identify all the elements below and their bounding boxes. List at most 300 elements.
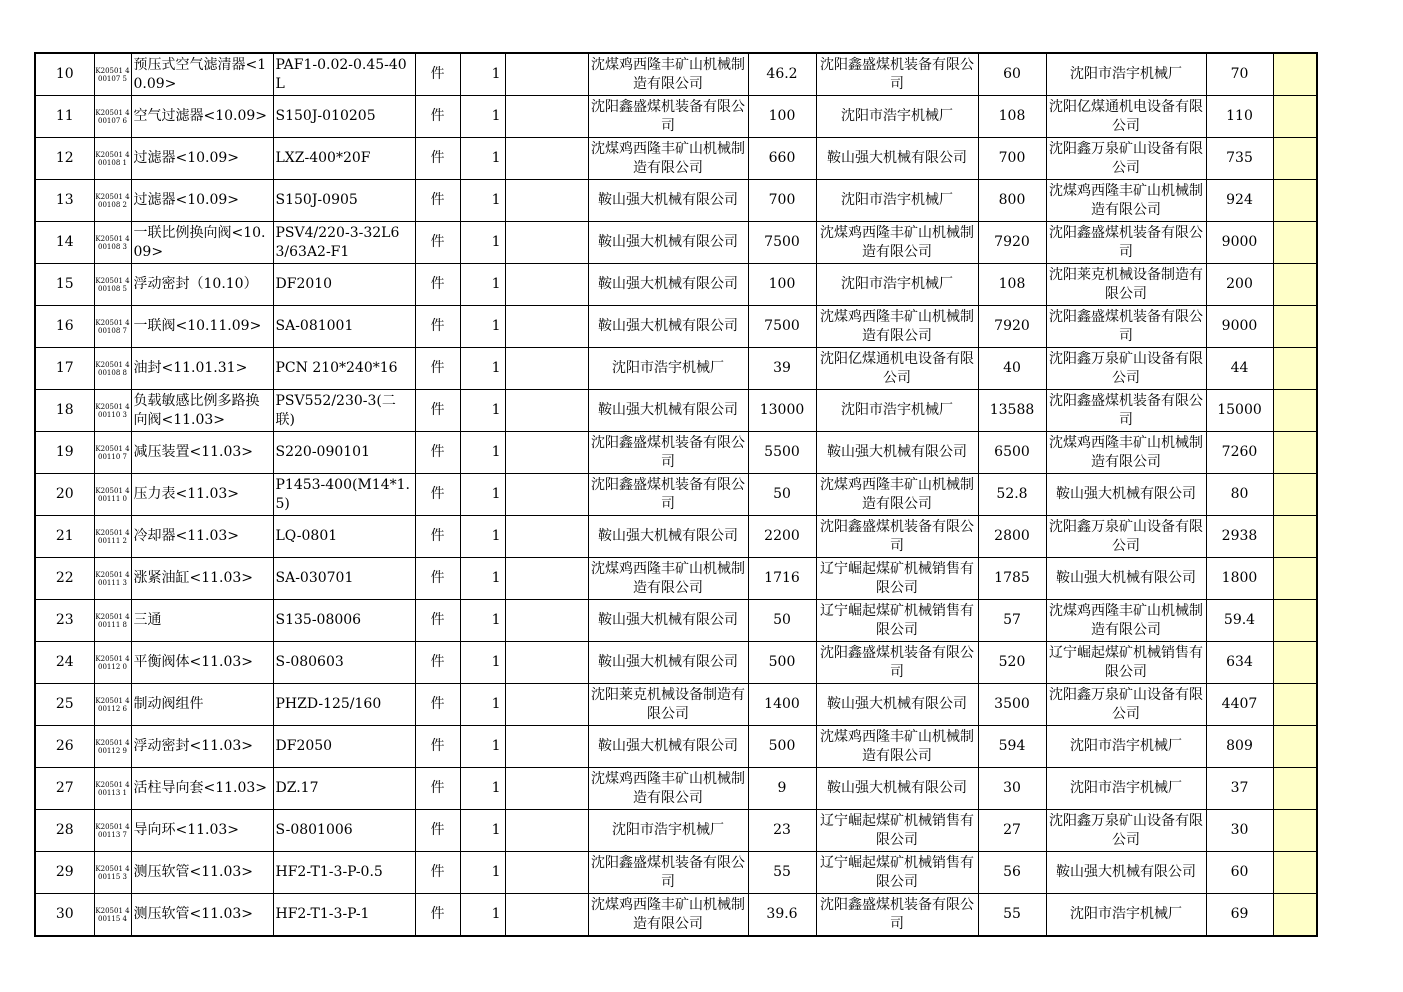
material-code: K20501 400110 3 (94, 390, 131, 432)
row-number: 28 (35, 810, 94, 852)
highlight-cell (1273, 516, 1317, 558)
quantity: 1 (460, 306, 505, 348)
price-3: 4407 (1206, 684, 1273, 726)
highlight-cell (1273, 768, 1317, 810)
supplier-1: 沈阳鑫盛煤机装备有限公司 (588, 432, 748, 474)
price-1: 13000 (748, 390, 816, 432)
price-2: 7920 (978, 222, 1046, 264)
supplier-2: 沈阳市浩宇机械厂 (816, 390, 978, 432)
row-number: 24 (35, 642, 94, 684)
highlight-cell (1273, 432, 1317, 474)
unit: 件 (415, 600, 460, 642)
table-row (35, 852, 1317, 894)
price-3: 735 (1206, 138, 1273, 180)
price-3: 110 (1206, 96, 1273, 138)
supplier-1: 沈煤鸡西隆丰矿山机械制造有限公司 (588, 894, 748, 937)
row-number: 26 (35, 726, 94, 768)
price-2: 3500 (978, 684, 1046, 726)
price-1: 9 (748, 768, 816, 810)
supplier-1: 鞍山强大机械有限公司 (588, 180, 748, 222)
unit: 件 (415, 348, 460, 390)
material-code: K20501 400107 6 (94, 96, 131, 138)
supplier-3: 沈阳鑫万泉矿山设备有限公司 (1046, 138, 1206, 180)
blank-cell (505, 53, 588, 96)
quantity: 1 (460, 138, 505, 180)
quantity: 1 (460, 180, 505, 222)
highlight-cell (1273, 138, 1317, 180)
price-3: 15000 (1206, 390, 1273, 432)
quantity: 1 (460, 96, 505, 138)
supplier-1: 鞍山强大机械有限公司 (588, 222, 748, 264)
part-model: HF2-T1-3-P-0.5 (273, 852, 415, 894)
price-1: 50 (748, 474, 816, 516)
material-code: K20501 400110 7 (94, 432, 131, 474)
highlight-cell (1273, 390, 1317, 432)
row-number: 23 (35, 600, 94, 642)
supplier-3: 鞍山强大机械有限公司 (1046, 558, 1206, 600)
supplier-3: 沈阳市浩宇机械厂 (1046, 53, 1206, 96)
price-2: 800 (978, 180, 1046, 222)
part-model: LQ-0801 (273, 516, 415, 558)
price-2: 700 (978, 138, 1046, 180)
material-code: K20501 400108 1 (94, 138, 131, 180)
material-code: K20501 400113 7 (94, 810, 131, 852)
part-model: S220-090101 (273, 432, 415, 474)
highlight-cell (1273, 96, 1317, 138)
part-model: S135-08006 (273, 600, 415, 642)
supplier-2: 辽宁崛起煤矿机械销售有限公司 (816, 558, 978, 600)
quantity: 1 (460, 642, 505, 684)
price-2: 7920 (978, 306, 1046, 348)
part-name: 空气过滤器<10.09> (131, 96, 273, 138)
quantity: 1 (460, 726, 505, 768)
unit: 件 (415, 642, 460, 684)
table-row (35, 432, 1317, 474)
highlight-cell (1273, 180, 1317, 222)
price-3: 44 (1206, 348, 1273, 390)
material-code: K20501 400115 3 (94, 852, 131, 894)
price-1: 660 (748, 138, 816, 180)
supplier-3: 沈煤鸡西隆丰矿山机械制造有限公司 (1046, 432, 1206, 474)
unit: 件 (415, 222, 460, 264)
material-code: K20501 400115 4 (94, 894, 131, 937)
supplier-3: 鞍山强大机械有限公司 (1046, 474, 1206, 516)
part-name: 预压式空气滤清器<10.09> (131, 53, 273, 96)
supplier-1: 沈阳市浩宇机械厂 (588, 810, 748, 852)
table-row (35, 390, 1317, 432)
price-3: 2938 (1206, 516, 1273, 558)
part-name: 浮动密封<11.03> (131, 726, 273, 768)
blank-cell (505, 894, 588, 937)
price-1: 5500 (748, 432, 816, 474)
row-number: 14 (35, 222, 94, 264)
blank-cell (505, 684, 588, 726)
price-2: 40 (978, 348, 1046, 390)
supplier-1: 沈煤鸡西隆丰矿山机械制造有限公司 (588, 768, 748, 810)
price-1: 55 (748, 852, 816, 894)
highlight-cell (1273, 894, 1317, 937)
part-model: S150J-0905 (273, 180, 415, 222)
price-1: 7500 (748, 222, 816, 264)
supplier-3: 沈阳鑫盛煤机装备有限公司 (1046, 222, 1206, 264)
material-code: K20501 400111 8 (94, 600, 131, 642)
part-model: DF2010 (273, 264, 415, 306)
price-3: 7260 (1206, 432, 1273, 474)
blank-cell (505, 180, 588, 222)
quantity: 1 (460, 222, 505, 264)
supplier-2: 鞍山强大机械有限公司 (816, 684, 978, 726)
row-number: 30 (35, 894, 94, 937)
quantity: 1 (460, 558, 505, 600)
price-2: 30 (978, 768, 1046, 810)
price-2: 1785 (978, 558, 1046, 600)
price-1: 500 (748, 726, 816, 768)
quantity: 1 (460, 474, 505, 516)
row-number: 10 (35, 53, 94, 96)
part-name: 导向环<11.03> (131, 810, 273, 852)
blank-cell (505, 558, 588, 600)
price-2: 6500 (978, 432, 1046, 474)
material-code: K20501 400112 0 (94, 642, 131, 684)
part-name: 浮动密封（10.10） (131, 264, 273, 306)
quantity: 1 (460, 852, 505, 894)
supplier-3: 沈阳亿煤通机电设备有限公司 (1046, 96, 1206, 138)
supplier-3: 鞍山强大机械有限公司 (1046, 852, 1206, 894)
row-number: 16 (35, 306, 94, 348)
row-number: 22 (35, 558, 94, 600)
price-3: 809 (1206, 726, 1273, 768)
part-name: 制动阀组件 (131, 684, 273, 726)
quantity: 1 (460, 264, 505, 306)
unit: 件 (415, 558, 460, 600)
table-row (35, 264, 1317, 306)
highlight-cell (1273, 222, 1317, 264)
price-3: 200 (1206, 264, 1273, 306)
part-model: S-080603 (273, 642, 415, 684)
blank-cell (505, 348, 588, 390)
supplier-3: 沈阳鑫万泉矿山设备有限公司 (1046, 516, 1206, 558)
supplier-1: 鞍山强大机械有限公司 (588, 726, 748, 768)
part-model: PCN 210*240*16 (273, 348, 415, 390)
table-body (35, 53, 1317, 936)
table-row (35, 558, 1317, 600)
supplier-1: 鞍山强大机械有限公司 (588, 390, 748, 432)
highlight-cell (1273, 600, 1317, 642)
table-row (35, 810, 1317, 852)
price-1: 50 (748, 600, 816, 642)
blank-cell (505, 96, 588, 138)
blank-cell (505, 768, 588, 810)
quantity: 1 (460, 432, 505, 474)
supplier-1: 沈阳鑫盛煤机装备有限公司 (588, 474, 748, 516)
highlight-cell (1273, 684, 1317, 726)
table-row (35, 138, 1317, 180)
unit: 件 (415, 516, 460, 558)
price-2: 60 (978, 53, 1046, 96)
highlight-cell (1273, 810, 1317, 852)
price-3: 60 (1206, 852, 1273, 894)
table-row (35, 642, 1317, 684)
material-code: K20501 400108 5 (94, 264, 131, 306)
unit: 件 (415, 852, 460, 894)
unit: 件 (415, 390, 460, 432)
material-code: K20501 400111 2 (94, 516, 131, 558)
material-code: K20501 400108 2 (94, 180, 131, 222)
quantity: 1 (460, 768, 505, 810)
highlight-cell (1273, 474, 1317, 516)
supplier-3: 沈阳市浩宇机械厂 (1046, 726, 1206, 768)
supplier-2: 鞍山强大机械有限公司 (816, 768, 978, 810)
price-3: 70 (1206, 53, 1273, 96)
part-name: 活柱导向套<11.03> (131, 768, 273, 810)
supplier-3: 沈阳鑫盛煤机装备有限公司 (1046, 306, 1206, 348)
table-row (35, 516, 1317, 558)
blank-cell (505, 264, 588, 306)
supplier-1: 沈阳莱克机械设备制造有限公司 (588, 684, 748, 726)
row-number: 15 (35, 264, 94, 306)
supplier-3: 沈阳鑫万泉矿山设备有限公司 (1046, 810, 1206, 852)
supplier-3: 沈阳鑫盛煤机装备有限公司 (1046, 390, 1206, 432)
part-model: DZ.17 (273, 768, 415, 810)
price-1: 1400 (748, 684, 816, 726)
supplier-2: 辽宁崛起煤矿机械销售有限公司 (816, 600, 978, 642)
row-number: 20 (35, 474, 94, 516)
price-1: 700 (748, 180, 816, 222)
supplier-3: 沈煤鸡西隆丰矿山机械制造有限公司 (1046, 180, 1206, 222)
unit: 件 (415, 684, 460, 726)
part-name: 测压软管<11.03> (131, 852, 273, 894)
row-number: 21 (35, 516, 94, 558)
material-code: K20501 400112 6 (94, 684, 131, 726)
blank-cell (505, 642, 588, 684)
blank-cell (505, 432, 588, 474)
price-1: 7500 (748, 306, 816, 348)
unit: 件 (415, 474, 460, 516)
row-number: 11 (35, 96, 94, 138)
supplier-1: 鞍山强大机械有限公司 (588, 642, 748, 684)
material-code: K20501 400108 7 (94, 306, 131, 348)
price-3: 30 (1206, 810, 1273, 852)
supplier-3: 沈阳莱克机械设备制造有限公司 (1046, 264, 1206, 306)
table-row (35, 96, 1317, 138)
quantity: 1 (460, 390, 505, 432)
price-1: 39.6 (748, 894, 816, 937)
unit: 件 (415, 432, 460, 474)
material-code: K20501 400107 5 (94, 53, 131, 96)
table-row (35, 768, 1317, 810)
part-name: 冷却器<11.03> (131, 516, 273, 558)
price-1: 2200 (748, 516, 816, 558)
row-number: 25 (35, 684, 94, 726)
part-model: SA-081001 (273, 306, 415, 348)
supplier-1: 沈阳鑫盛煤机装备有限公司 (588, 852, 748, 894)
material-code: K20501 400112 9 (94, 726, 131, 768)
highlight-cell (1273, 852, 1317, 894)
price-1: 23 (748, 810, 816, 852)
unit: 件 (415, 810, 460, 852)
material-code: K20501 400108 8 (94, 348, 131, 390)
blank-cell (505, 222, 588, 264)
table-row (35, 348, 1317, 390)
supplier-1: 沈煤鸡西隆丰矿山机械制造有限公司 (588, 138, 748, 180)
price-2: 594 (978, 726, 1046, 768)
row-number: 13 (35, 180, 94, 222)
supplier-1: 鞍山强大机械有限公司 (588, 306, 748, 348)
material-code: K20501 400113 1 (94, 768, 131, 810)
row-number: 29 (35, 852, 94, 894)
part-model: PAF1-0.02-0.45-40L (273, 53, 415, 96)
supplier-1: 鞍山强大机械有限公司 (588, 516, 748, 558)
price-2: 108 (978, 96, 1046, 138)
price-3: 9000 (1206, 306, 1273, 348)
highlight-cell (1273, 348, 1317, 390)
supplier-1: 鞍山强大机械有限公司 (588, 600, 748, 642)
price-2: 56 (978, 852, 1046, 894)
part-model: PSV552/230-3(二联) (273, 390, 415, 432)
material-code: K20501 400111 0 (94, 474, 131, 516)
unit: 件 (415, 768, 460, 810)
quantity: 1 (460, 810, 505, 852)
table-row (35, 894, 1317, 937)
blank-cell (505, 726, 588, 768)
supplier-2: 沈煤鸡西隆丰矿山机械制造有限公司 (816, 306, 978, 348)
unit: 件 (415, 180, 460, 222)
table-row (35, 180, 1317, 222)
supplier-2: 沈阳市浩宇机械厂 (816, 96, 978, 138)
supplier-1: 沈阳鑫盛煤机装备有限公司 (588, 96, 748, 138)
table-row (35, 600, 1317, 642)
row-number: 12 (35, 138, 94, 180)
supplier-2: 沈煤鸡西隆丰矿山机械制造有限公司 (816, 726, 978, 768)
part-name: 测压软管<11.03> (131, 894, 273, 937)
price-3: 37 (1206, 768, 1273, 810)
supplier-3: 辽宁崛起煤矿机械销售有限公司 (1046, 642, 1206, 684)
price-1: 39 (748, 348, 816, 390)
price-3: 69 (1206, 894, 1273, 937)
row-number: 17 (35, 348, 94, 390)
supplier-3: 沈煤鸡西隆丰矿山机械制造有限公司 (1046, 600, 1206, 642)
supplier-2: 辽宁崛起煤矿机械销售有限公司 (816, 810, 978, 852)
supplier-3: 沈阳鑫万泉矿山设备有限公司 (1046, 348, 1206, 390)
price-2: 52.8 (978, 474, 1046, 516)
unit: 件 (415, 894, 460, 937)
price-3: 80 (1206, 474, 1273, 516)
quantity: 1 (460, 348, 505, 390)
row-number: 27 (35, 768, 94, 810)
part-model: PSV4/220-3-32L63/63A2-F1 (273, 222, 415, 264)
part-name: 压力表<11.03> (131, 474, 273, 516)
supplier-1: 沈煤鸡西隆丰矿山机械制造有限公司 (588, 558, 748, 600)
quantity: 1 (460, 53, 505, 96)
unit: 件 (415, 726, 460, 768)
table-row (35, 726, 1317, 768)
table-row (35, 474, 1317, 516)
price-1: 500 (748, 642, 816, 684)
supplier-2: 鞍山强大机械有限公司 (816, 432, 978, 474)
highlight-cell (1273, 53, 1317, 96)
supplier-1: 沈煤鸡西隆丰矿山机械制造有限公司 (588, 53, 748, 96)
part-name: 油封<11.01.31> (131, 348, 273, 390)
row-number: 19 (35, 432, 94, 474)
price-2: 13588 (978, 390, 1046, 432)
price-3: 9000 (1206, 222, 1273, 264)
blank-cell (505, 138, 588, 180)
part-name: 平衡阀体<11.03> (131, 642, 273, 684)
supplier-2: 沈阳市浩宇机械厂 (816, 264, 978, 306)
price-2: 57 (978, 600, 1046, 642)
table-row (35, 222, 1317, 264)
supplier-2: 沈煤鸡西隆丰矿山机械制造有限公司 (816, 222, 978, 264)
unit: 件 (415, 138, 460, 180)
price-3: 1800 (1206, 558, 1273, 600)
part-model: HF2-T1-3-P-1 (273, 894, 415, 937)
supplier-3: 沈阳市浩宇机械厂 (1046, 894, 1206, 937)
blank-cell (505, 810, 588, 852)
part-name: 过滤器<10.09> (131, 138, 273, 180)
blank-cell (505, 852, 588, 894)
row-number: 18 (35, 390, 94, 432)
part-name: 涨紧油缸<11.03> (131, 558, 273, 600)
highlight-cell (1273, 726, 1317, 768)
price-2: 27 (978, 810, 1046, 852)
part-model: DF2050 (273, 726, 415, 768)
supplier-2: 沈阳市浩宇机械厂 (816, 180, 978, 222)
supplier-2: 辽宁崛起煤矿机械销售有限公司 (816, 852, 978, 894)
table-row (35, 684, 1317, 726)
quantity: 1 (460, 600, 505, 642)
supplier-2: 沈阳鑫盛煤机装备有限公司 (816, 894, 978, 937)
quantity: 1 (460, 894, 505, 937)
blank-cell (505, 306, 588, 348)
supplier-1: 沈阳市浩宇机械厂 (588, 348, 748, 390)
price-1: 100 (748, 264, 816, 306)
supplier-3: 沈阳鑫万泉矿山设备有限公司 (1046, 684, 1206, 726)
supplier-3: 沈阳市浩宇机械厂 (1046, 768, 1206, 810)
supplier-1: 鞍山强大机械有限公司 (588, 264, 748, 306)
material-code: K20501 400108 3 (94, 222, 131, 264)
price-3: 634 (1206, 642, 1273, 684)
price-3: 924 (1206, 180, 1273, 222)
part-name: 一联比例换向阀<10.09> (131, 222, 273, 264)
unit: 件 (415, 264, 460, 306)
part-name: 减压装置<11.03> (131, 432, 273, 474)
highlight-cell (1273, 558, 1317, 600)
blank-cell (505, 516, 588, 558)
table-row (35, 306, 1317, 348)
price-2: 2800 (978, 516, 1046, 558)
table-row (35, 53, 1317, 96)
quantity: 1 (460, 684, 505, 726)
highlight-cell (1273, 306, 1317, 348)
price-2: 520 (978, 642, 1046, 684)
blank-cell (505, 600, 588, 642)
part-name: 三通 (131, 600, 273, 642)
highlight-cell (1273, 264, 1317, 306)
supplier-2: 沈阳鑫盛煤机装备有限公司 (816, 53, 978, 96)
supplier-2: 沈阳亿煤通机电设备有限公司 (816, 348, 978, 390)
supplier-2: 沈煤鸡西隆丰矿山机械制造有限公司 (816, 474, 978, 516)
part-name: 一联阀<10.11.09> (131, 306, 273, 348)
material-code: K20501 400111 3 (94, 558, 131, 600)
part-model: PHZD-125/160 (273, 684, 415, 726)
part-model: P1453-400(M14*1.5) (273, 474, 415, 516)
highlight-cell (1273, 642, 1317, 684)
unit: 件 (415, 53, 460, 96)
price-3: 59.4 (1206, 600, 1273, 642)
part-name: 负载敏感比例多路换向阀<11.03> (131, 390, 273, 432)
supplier-2: 鞍山强大机械有限公司 (816, 138, 978, 180)
price-2: 55 (978, 894, 1046, 937)
